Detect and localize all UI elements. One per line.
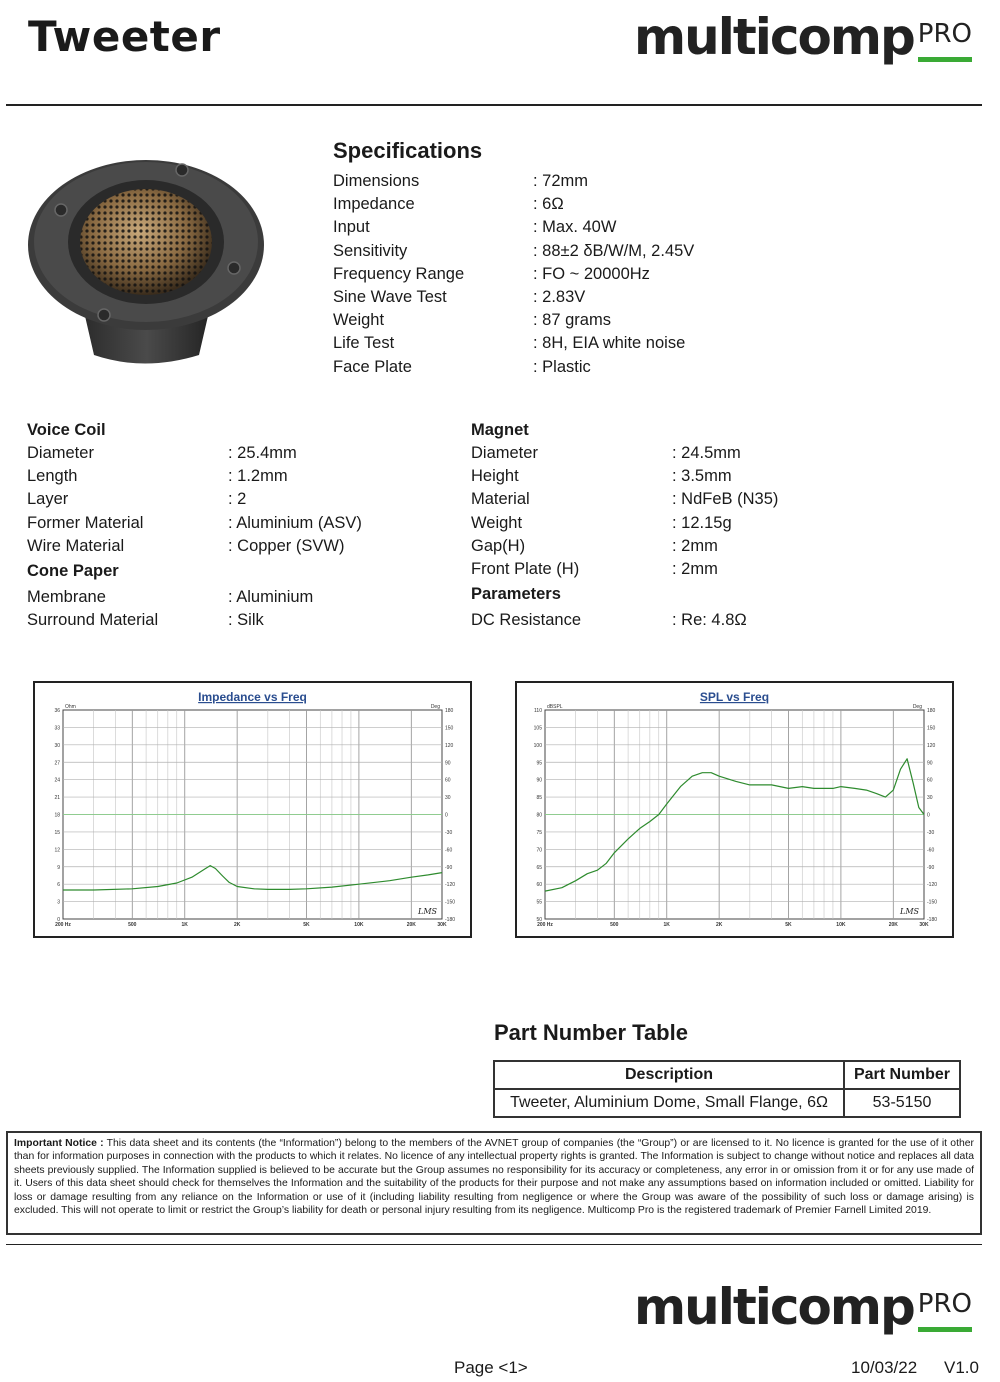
y2-tick-label: -60 (445, 847, 453, 854)
spec-label: Life Test (333, 334, 395, 353)
logo-suffix: PRO (918, 21, 972, 62)
logo-suffix: PRO (918, 1291, 972, 1332)
x-tick-label: 500 (610, 922, 619, 928)
magnet-label: Diameter (471, 444, 538, 462)
magnet-section (471, 418, 778, 632)
voice-coil-row (27, 512, 362, 535)
parameters-row (471, 609, 778, 632)
y-tick-label: 90 (536, 777, 542, 784)
voice-coil-value: : 2 (228, 490, 247, 509)
spec-row (333, 193, 694, 216)
spec-label: Input (333, 218, 370, 237)
x-tick-label: 1K (663, 922, 670, 928)
y-tick-label: 9 (57, 864, 60, 871)
voice-coil-label: Wire Material (27, 536, 125, 555)
y2-tick-label: -180 (445, 917, 456, 923)
y2-tick-label: -150 (927, 899, 938, 906)
magnet-label: Weight (471, 513, 523, 532)
y2-tick-label: -90 (927, 864, 935, 871)
y-tick-label: 110 (534, 708, 542, 714)
x-tick-label: 2K (715, 922, 723, 928)
table-row (494, 1089, 960, 1117)
spec-row (333, 240, 694, 263)
y-tick-label: 80 (536, 812, 542, 819)
spec-value: : Max. 40W (533, 218, 617, 237)
magnet-label: Material (471, 490, 530, 509)
table-header-row (494, 1061, 960, 1089)
voice-coil-value: : Aluminium (ASV) (228, 513, 362, 532)
y2-tick-label: -120 (927, 882, 938, 889)
voice-coil-section (27, 418, 362, 632)
spec-row (333, 286, 694, 309)
footer-divider (6, 1244, 982, 1245)
x-tick-label: 200 Hz (55, 922, 71, 928)
cone-paper-title: Cone Paper (27, 561, 119, 580)
table-header-part-number: Part Number (844, 1061, 960, 1089)
y2-tick-label: -60 (927, 847, 935, 854)
specifications-list (333, 170, 694, 379)
magnet-row (471, 512, 778, 535)
spec-label: Frequency Range (333, 264, 465, 283)
cone-paper-label: Membrane (27, 587, 106, 606)
y2-tick-label: -30 (927, 829, 935, 836)
spec-row (333, 332, 694, 355)
y-tick-label: 21 (54, 795, 60, 802)
y-tick-label: 36 (54, 708, 60, 714)
voice-coil-row (27, 442, 362, 465)
y-tick-label: 24 (54, 777, 60, 784)
x-tick-label: 10K (836, 922, 846, 928)
x-tick-label: 20K (406, 922, 416, 928)
y-tick-label: 75 (536, 829, 542, 836)
y-tick-label: 85 (536, 795, 542, 802)
cone-paper-label: Surround Material (27, 611, 159, 630)
y2-tick-label: 150 (445, 725, 454, 732)
y2-tick-label: 0 (445, 812, 448, 819)
table-cell-part-number: 53-5150 (844, 1089, 960, 1117)
spec-value: : 87 grams (533, 311, 611, 330)
magnet-row (471, 442, 778, 465)
specifications-title: Specifications (333, 138, 483, 163)
x-tick-label: 200 Hz (537, 922, 553, 928)
magnet-value: : 12.15g (672, 513, 732, 532)
x-tick-label: 30K (919, 922, 929, 928)
x-tick-label: 30K (437, 922, 447, 928)
y2-tick-label: 180 (927, 708, 936, 714)
magnet-row (471, 535, 778, 558)
spec-label: Face Plate (333, 357, 412, 376)
parameters-title: Parameters (471, 585, 561, 604)
magnet-value: : NdFeB (N35) (672, 490, 779, 509)
footer-date: 10/03/22 (851, 1358, 918, 1377)
magnet-label: Height (471, 467, 519, 486)
notice-text: This data sheet and its contents (the “Information”) belong to the members of the AVNET group of companies (the “Group”) or are licensed to it. No licence is granted for the use of it other than for information purposes in connection with the products to which it relates. No licence of any intellectual property rights is granted. The Information is subject to change without notice and replaces all data sheets previously supplied. The Information supplied is believed to be accurate but the Group assumes no responsibility for its accuracy or completeness, any error in or omission from it or for any use made of it. Users of this data sheet should check for themselves the Information and the suitability of the products for their purpose and not make any assumptions based on information included or omitted. Liability for loss or damage resulting from any reliance on the Information or use of it (including liability resulting from negligence or where the Group was aware of the possibility of such loss or damage arising) is excluded. This will not operate to limit or restrict the Group’s liability for death or personal injury resulting from its negligence. Multicomp Pro is the registered trademark of Premier Farnell Limited 2019. (14, 1138, 974, 1217)
brand-logo (634, 8, 972, 66)
chart-title: SPL vs Freq (699, 690, 770, 704)
y-tick-label: 70 (536, 847, 542, 854)
brand-logo-footer (634, 1278, 972, 1336)
spec-row (333, 170, 694, 193)
y-tick-label: 50 (536, 917, 542, 923)
spec-row (333, 263, 694, 286)
footer-version: V1.0 (944, 1358, 979, 1377)
parameters-value: : Re: 4.8Ω (672, 611, 747, 630)
y2-tick-label: 0 (927, 812, 930, 819)
spec-value: : 2.83V (533, 287, 586, 306)
y-tick-label: 65 (536, 864, 542, 871)
notice-label: Important Notice : (14, 1138, 104, 1149)
cone-paper-row (27, 586, 362, 609)
table-cell-description: Tweeter, Aluminium Dome, Small Flange, 6Ω (494, 1089, 844, 1117)
magnet-row (471, 488, 778, 511)
y2-tick-label: -90 (445, 864, 453, 871)
magnet-label: Front Plate (H) (471, 559, 580, 578)
spec-row (333, 356, 694, 379)
table-header-description: Description (494, 1061, 844, 1089)
x-tick-label: 2K (233, 922, 241, 928)
y-tick-label: 30 (54, 742, 60, 749)
x-tick-label: 1K (181, 922, 188, 928)
y2-tick-label: -120 (445, 882, 456, 889)
logo-word: multicomp (634, 1278, 914, 1336)
y-tick-label: 105 (533, 725, 542, 732)
y2-tick-label: 30 (927, 795, 933, 802)
magnet-row (471, 558, 778, 581)
voice-coil-label: Former Material (27, 513, 144, 532)
spec-label: Dimensions (333, 172, 420, 190)
spec-label: Sine Wave Test (333, 287, 447, 306)
parameters-label: DC Resistance (471, 611, 582, 630)
lms-watermark: LMS (900, 907, 919, 916)
voice-coil-title: Voice Coil (27, 421, 106, 439)
magnet-value: : 24.5mm (672, 444, 741, 462)
spl-chart (515, 681, 954, 938)
y2-axis-label: Deg (430, 704, 440, 710)
cone-paper-value: : Silk (228, 611, 264, 630)
cone-paper-row (27, 609, 362, 632)
x-tick-label: 5K (785, 922, 792, 928)
y-tick-label: 27 (54, 760, 60, 767)
part-number-table (493, 1060, 961, 1118)
impedance-chart-svg (35, 683, 470, 936)
chart-title: Impedance vs Freq (198, 690, 307, 704)
x-tick-label: 500 (128, 922, 137, 928)
y2-tick-label: 180 (445, 708, 454, 714)
spec-row (333, 216, 694, 239)
y2-tick-label: 150 (927, 725, 936, 732)
magnet-label: Gap(H) (471, 536, 526, 555)
voice-coil-row (27, 535, 362, 558)
page-number: Page <1> (454, 1358, 528, 1377)
voice-coil-value: : 25.4mm (228, 444, 297, 462)
y2-tick-label: 60 (445, 777, 451, 784)
y-tick-label: 6 (57, 882, 60, 889)
page-title: Tweeter (28, 12, 221, 61)
y2-tick-label: 120 (445, 742, 454, 749)
y2-tick-label: 90 (445, 760, 451, 767)
y-tick-label: 12 (54, 847, 60, 854)
y2-tick-label: 30 (445, 795, 451, 802)
voice-coil-value: : 1.2mm (228, 467, 288, 486)
lms-watermark: LMS (418, 907, 437, 916)
voice-coil-label: Layer (27, 490, 69, 509)
y-tick-label: 3 (57, 899, 60, 906)
voice-coil-label: Length (27, 467, 78, 486)
spec-label: Sensitivity (333, 241, 408, 260)
y2-tick-label: 60 (927, 777, 933, 784)
voice-coil-row (27, 465, 362, 488)
magnet-title: Magnet (471, 421, 529, 439)
y-axis-label: dBSPL (547, 704, 563, 710)
y2-tick-label: -180 (927, 917, 938, 923)
y-tick-label: 95 (536, 760, 542, 767)
voice-coil-row (27, 488, 362, 511)
spec-value: : 88±2 δB/W/M, 2.45V (533, 241, 695, 260)
y-tick-label: 18 (54, 812, 60, 819)
y2-tick-label: -150 (445, 899, 456, 906)
y2-axis-label: Deg (912, 704, 922, 710)
voice-coil-label: Diameter (27, 444, 94, 462)
spec-label: Weight (333, 311, 385, 330)
part-number-table-title: Part Number Table (494, 1020, 688, 1045)
spec-value: : 8H, EIA white noise (533, 334, 686, 353)
spl-chart-svg (517, 683, 952, 936)
magnet-row (471, 465, 778, 488)
x-tick-label: 5K (303, 922, 310, 928)
magnet-value: : 3.5mm (672, 467, 732, 486)
y2-tick-label: 90 (927, 760, 933, 767)
y2-tick-label: 120 (927, 742, 936, 749)
magnet-value: : 2mm (672, 559, 718, 578)
spec-value: : 6Ω (533, 195, 564, 214)
cone-paper-value: : Aluminium (228, 587, 314, 606)
spec-value: : Plastic (533, 357, 591, 376)
magnet-value: : 2mm (672, 536, 718, 555)
spec-value: : FO ~ 20000Hz (533, 264, 650, 283)
header-divider (6, 104, 982, 106)
y-tick-label: 55 (536, 899, 542, 906)
tweeter-product-image (24, 150, 264, 370)
spec-label: Impedance (333, 195, 415, 214)
x-tick-label: 20K (888, 922, 898, 928)
spec-row (333, 309, 694, 332)
y-tick-label: 100 (533, 742, 542, 749)
logo-word: multicomp (634, 8, 914, 66)
y-axis-label: Ohm (65, 704, 76, 710)
y-tick-label: 15 (54, 829, 60, 836)
y-tick-label: 0 (57, 917, 60, 923)
impedance-chart (33, 681, 472, 938)
spec-value: : 72mm (533, 172, 589, 190)
x-tick-label: 10K (354, 922, 364, 928)
y-tick-label: 60 (536, 882, 542, 889)
y-tick-label: 33 (54, 725, 60, 732)
voice-coil-value: : Copper (SVW) (228, 536, 345, 555)
y2-tick-label: -30 (445, 829, 453, 836)
important-notice (6, 1131, 982, 1235)
